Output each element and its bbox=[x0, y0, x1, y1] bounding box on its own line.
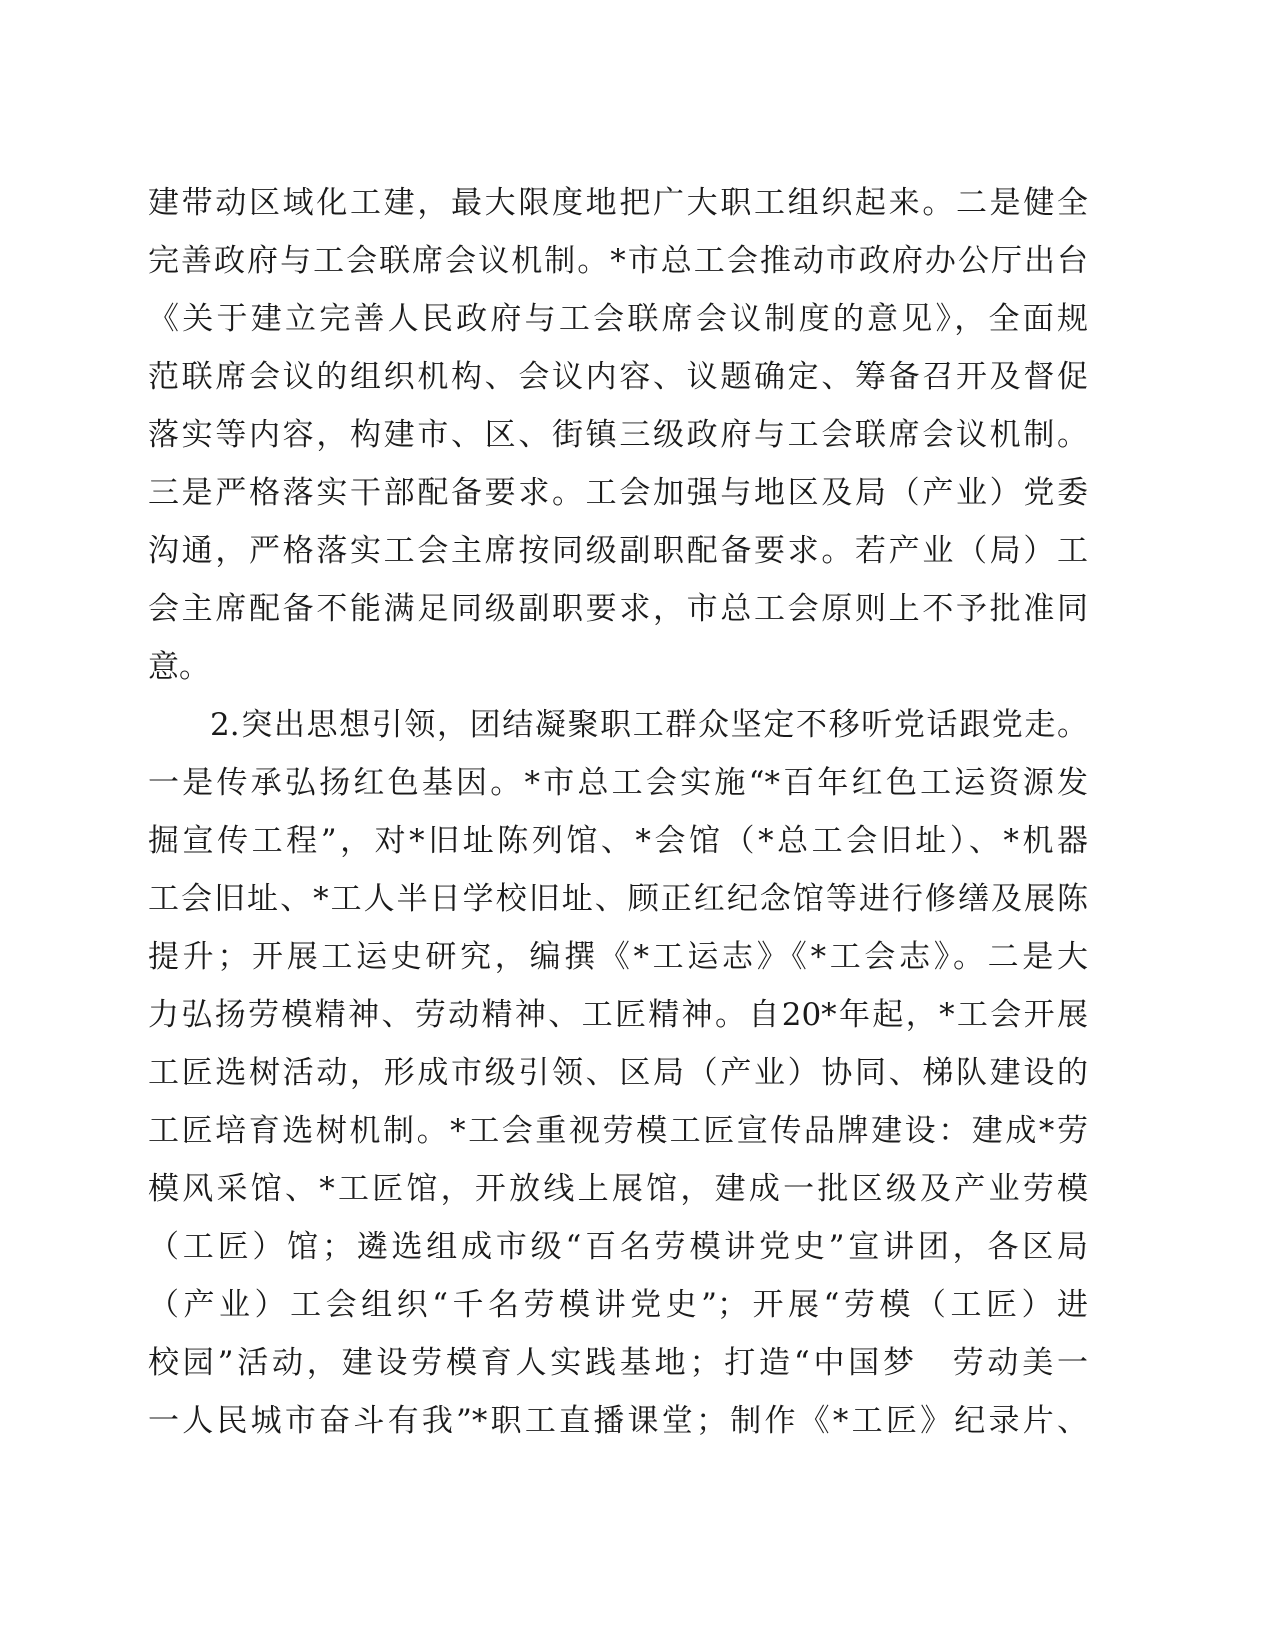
text-line: 一是传承弘扬红色基因。*市总工会实施“*百年红色工运资源发 bbox=[148, 765, 1088, 801]
text-line: 会主席配备不能满足同级副职要求，市总工会原则上不予批准同 bbox=[148, 591, 1088, 627]
section-heading-line: 2.突出思想引领，团结凝聚职工群众坚定不移听党话跟党走。 bbox=[210, 707, 1088, 743]
text-line: 意。 bbox=[148, 649, 210, 685]
text-line: 一人民城市奋斗有我”*职工直播课堂；制作《*工匠》纪录片、 bbox=[148, 1403, 1088, 1439]
text-line: 范联席会议的组织机构、会议内容、议题确定、筹备召开及督促 bbox=[148, 359, 1088, 395]
text-line: 完善政府与工会联席会议机制。*市总工会推动市政府办公厅出台 bbox=[148, 243, 1088, 279]
text-line: 建带动区域化工建，最大限度地把广大职工组织起来。二是健全 bbox=[148, 185, 1088, 221]
text-line: 工匠选树活动，形成市级引领、区局（产业）协同、梯队建设的 bbox=[148, 1055, 1088, 1091]
text-line: 校园”活动，建设劳模育人实践基地；打造“中国梦 劳动美一 bbox=[148, 1345, 1088, 1381]
body-text bbox=[148, 174, 1088, 1450]
text-line: 模风采馆、*工匠馆，开放线上展馆，建成一批区级及产业劳模 bbox=[148, 1171, 1088, 1207]
text-line: （工匠）馆；遴选组成市级“百名劳模讲党史”宣讲团，各区局 bbox=[148, 1229, 1088, 1265]
text-line: （产业）工会组织“千名劳模讲党史”；开展“劳模（工匠）进 bbox=[148, 1287, 1088, 1323]
text-line: 工会旧址、*工人半日学校旧址、顾正红纪念馆等进行修缮及展陈 bbox=[148, 881, 1088, 917]
text-line: 三是严格落实干部配备要求。工会加强与地区及局（产业）党委 bbox=[148, 475, 1088, 511]
text-line: 沟通，严格落实工会主席按同级副职配备要求。若产业（局）工 bbox=[148, 533, 1088, 569]
text-line: 《关于建立完善人民政府与工会联席会议制度的意见》，全面规 bbox=[148, 301, 1088, 337]
text-line: 落实等内容，构建市、区、街镇三级政府与工会联席会议机制。 bbox=[148, 417, 1088, 453]
text-line: 工匠培育选树机制。*工会重视劳模工匠宣传品牌建设：建成*劳 bbox=[148, 1113, 1088, 1149]
text-line: 提升；开展工运史研究，编撰《*工运志》《*工会志》。二是大 bbox=[148, 939, 1088, 975]
text-line: 力弘扬劳模精神、劳动精神、工匠精神。自20*年起，*工会开展 bbox=[148, 997, 1088, 1033]
text-line: 掘宣传工程”，对*旧址陈列馆、*会馆（*总工会旧址）、*机器 bbox=[148, 823, 1088, 859]
